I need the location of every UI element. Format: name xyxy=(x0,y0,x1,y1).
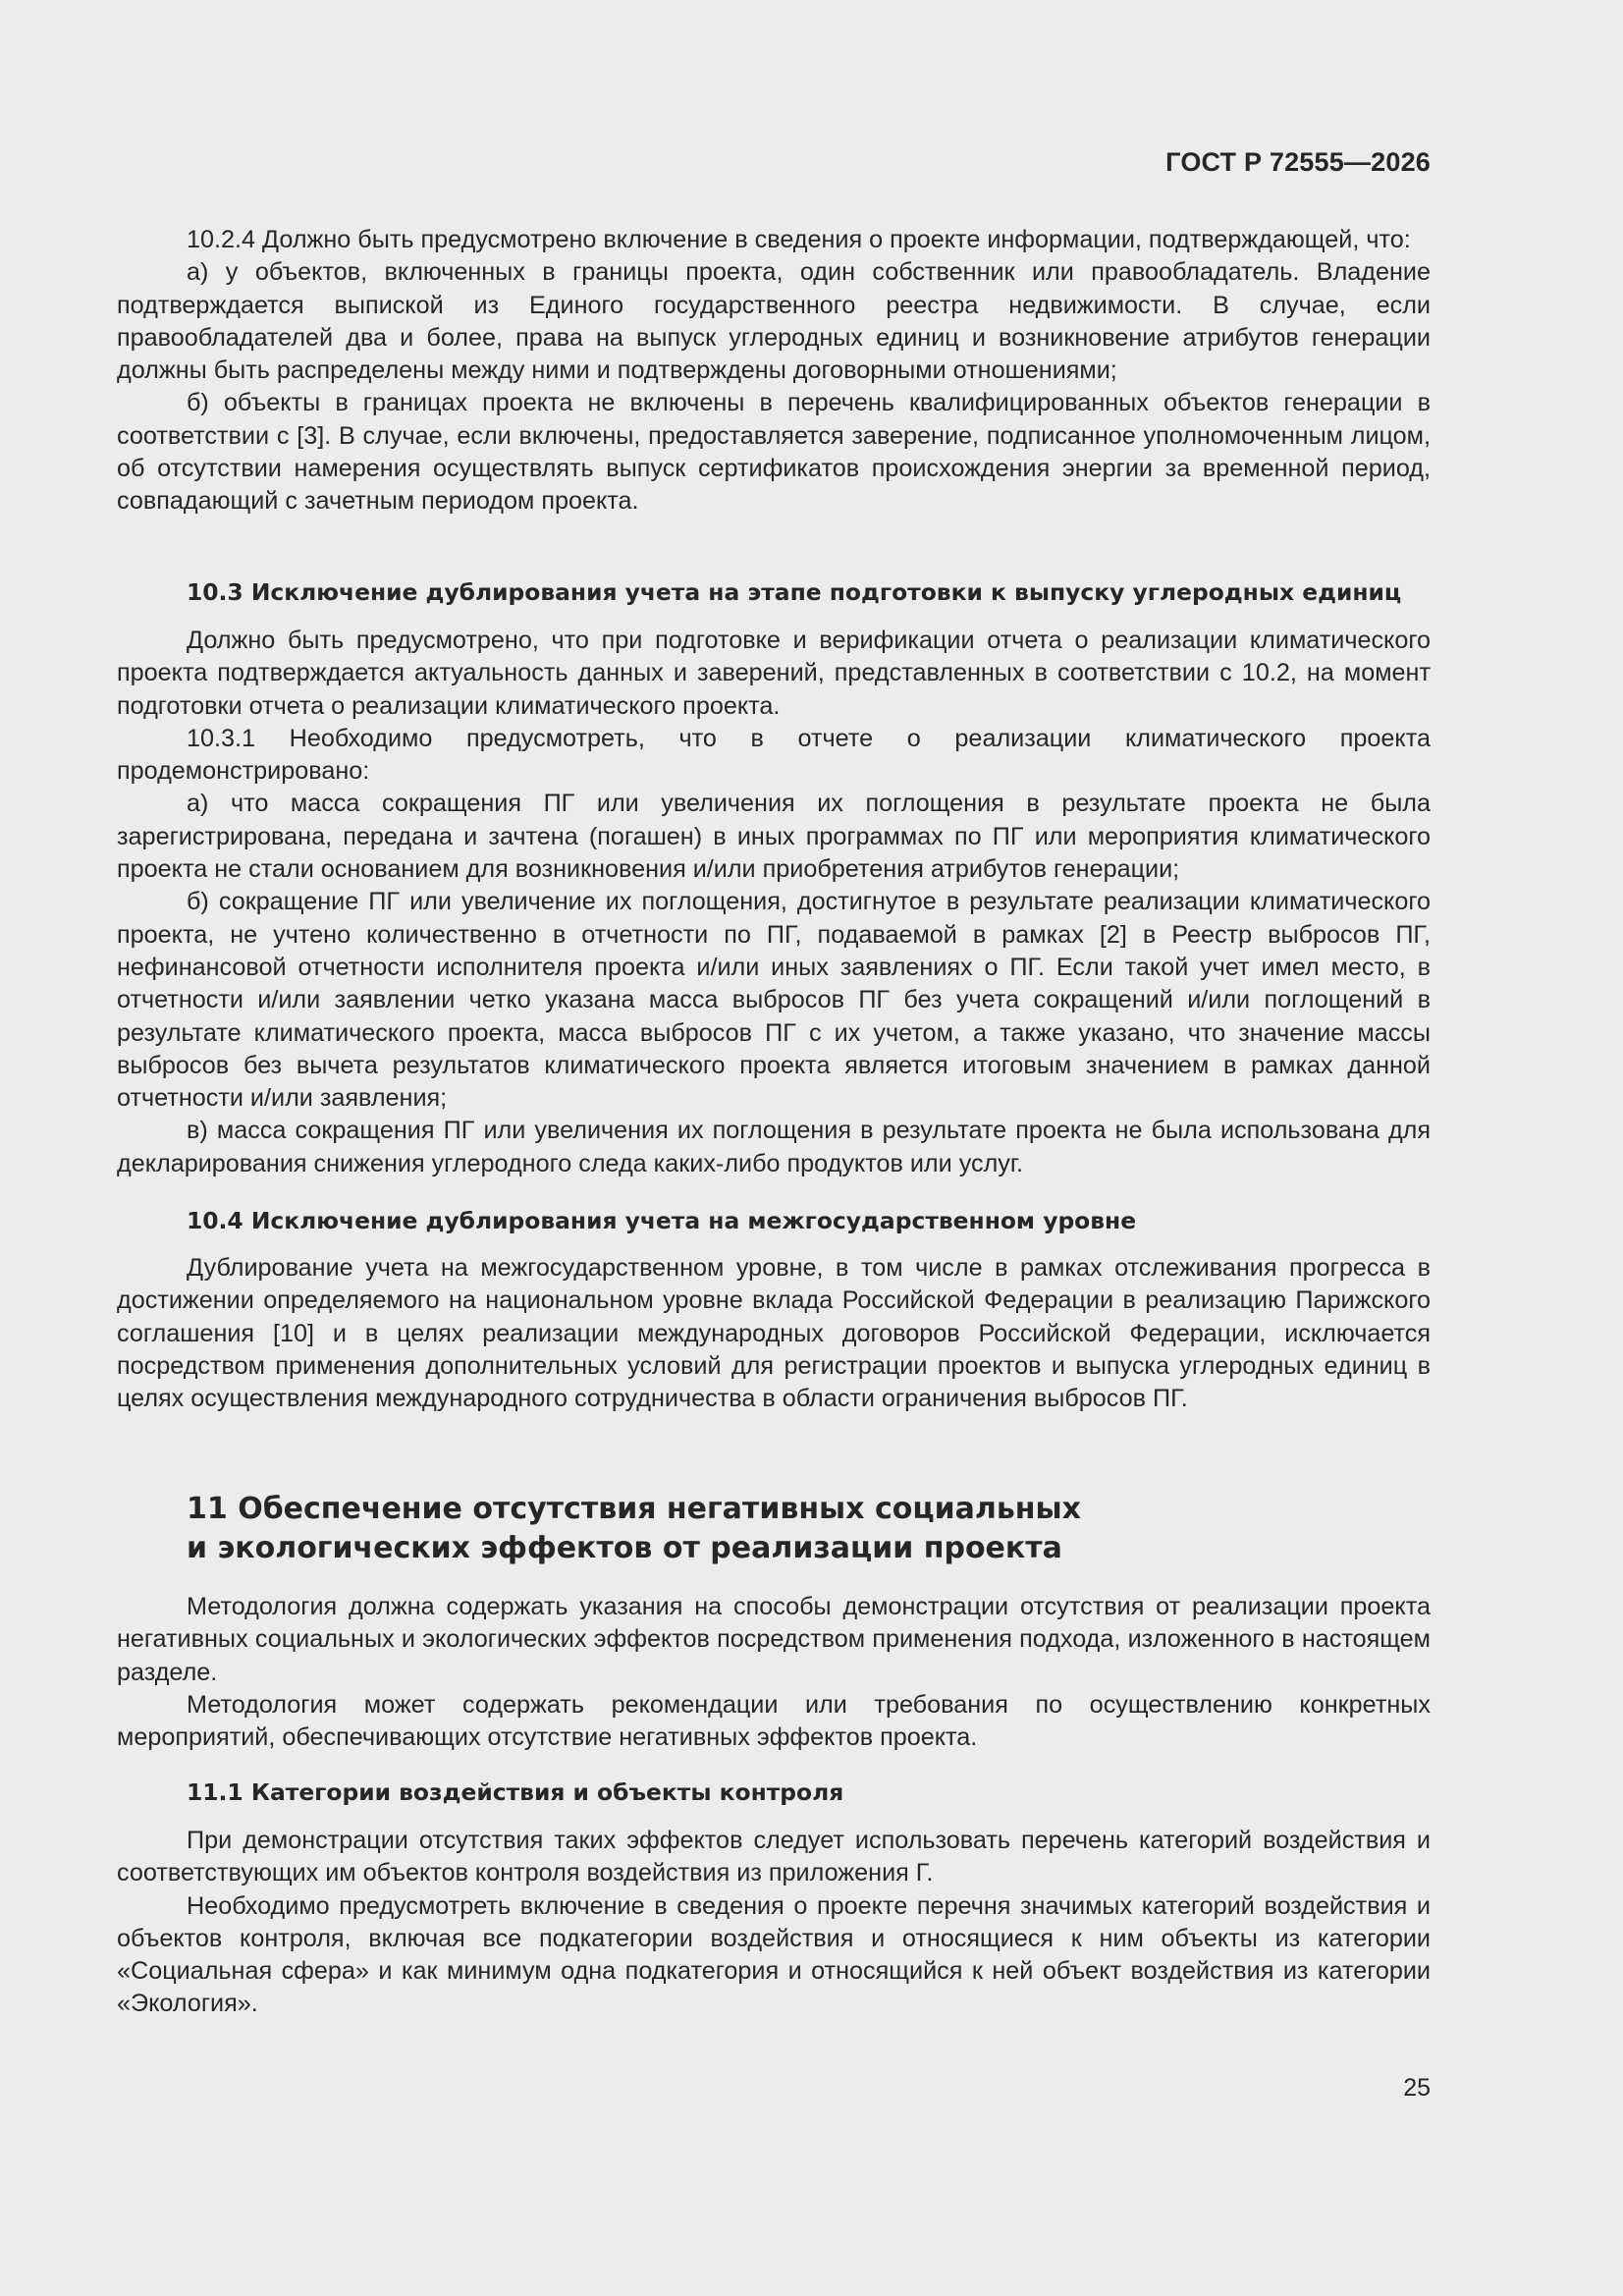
section-11-1-body xyxy=(117,1825,1431,2021)
paragraph-11-1-1: При демонстрации отсутствия таких эффектов следует использовать перечень категорий воздействия и соответствующих им объектов контроля воздействия из приложения Г. xyxy=(117,1827,1431,1887)
paragraph-10-4-1: Дублирование учета на межгосударственном уровне, в том числе в рамках отслеживания прогресса в достижении определяемого на национальном уровне вклада Российской Федерации в реализацию Парижского соглашения [10] и в целях реализации международных договоров Российской Федерации, исключается посредством применения дополнительных условий для регистрации проектов и выпуска углеродных единиц в целях осуществления международного сотрудничества в области ограничения выбросов ПГ. xyxy=(117,1254,1431,1413)
heading-10-3: 10.3 Исключение дублирования учета на этапе подготовки к выпуску углеродных единиц xyxy=(187,578,1402,606)
paragraph-10-3-2: 10.3.1 Необходимо предусмотреть, что в отчете о реализации климатического проекта продемонстрировано: xyxy=(117,724,1431,786)
heading-10-4: 10.4 Исключение дублирования учета на межгосударственном уровне xyxy=(187,1207,1137,1234)
list-item-10-2-4-b: б) объекты в границах проекта не включены в перечень квалифицированных объектов генерации в соответствии с [3]. В случае, если включены, предоставляется заверение, подписанное уполномоченным лицом, об отсутствии намерения осуществлять выпуск сертификатов происхождения энергии за временной период, совпадающий с зачетным периодом проекта. xyxy=(117,389,1431,516)
section-10-3 xyxy=(117,576,1431,609)
list-item-10-2-4-a: а) у объектов, включенных в границы проекта, один собственник или правообладатель. Владение подтверждается выпиской из Единого государственного реестра недвижимости. В случае, если правообладателей два и более, права на выпуск углеродных единиц и возникновение атрибутов генерации должны быть распределены между ними и подтверждены договорными отношениями; xyxy=(117,258,1431,385)
section-10-2-4 xyxy=(117,224,1431,519)
paragraph-11-1-2: Необходимо предусмотреть включение в сведения о проекте перечня значимых категорий воздействия и объектов контроля, включая все подкатегории воздействия и относящиеся к ним объекты из категории «Социальная сфера» и как минимум одна подкатегория и относящийся к ней объект воздействия из категории «Экология». xyxy=(117,1891,1431,2018)
paragraph-10-2-4-intro: 10.2.4 Должно быть предусмотрено включение в сведения о проекте информации, подтверждающей, что: xyxy=(187,226,1411,253)
section-11-1 xyxy=(117,1777,1431,1809)
section-10-3-body xyxy=(117,625,1431,1180)
page-number: 25 xyxy=(1403,2074,1431,2102)
list-item-10-3-1-a: а) что масса сокращения ПГ или увеличения их поглощения в результате проекта не была зарегистрирована, передана и зачтена (погашен) в иных программах по ПГ или мероприятия климатического проекта не стали основанием для возникновения и/или приобретения атрибутов генерации; xyxy=(117,790,1431,884)
paragraph-11-2: Методология может содержать рекомендации или требования по осуществлению конкретных мероприятий, обеспечивающих отсутствие негативных эффектов проекта. xyxy=(117,1690,1431,1752)
heading-11-1: 11.1 Категории воздействия и объекты контроля xyxy=(187,1778,844,1806)
section-10-4-body xyxy=(117,1252,1431,1415)
list-item-10-3-1-b: б) сокращение ПГ или увеличение их поглощения, достигнутое в результате реализации климатического проекта, не учтено количественно в отчетности по ПГ, подаваемой в рамках [2] в Реестр выбросов ПГ, нефинансовой отчетности исполнителя проекта и/или иных заявлениях о ПГ. Если такой учет имел место, в отчетности и/или заявлении четко указана масса выбросов ПГ без учета сокращений и/или поглощений в результате климатического проекта, масса выбросов ПГ с их учетом, а также указано, что значение массы выбросов без вычета результатов климатического проекта является итоговым значением в рамках данной отчетности и/или заявления; xyxy=(117,888,1431,1113)
section-11 xyxy=(117,1490,1431,1568)
heading-11-line-2: и экологических эффектов от реализации проекта xyxy=(187,1531,1062,1565)
list-item-10-3-1-c: в) масса сокращения ПГ или увеличения их поглощения в результате проекта не была использована для декларирования снижения углеродного следа каких-либо продуктов или услуг. xyxy=(117,1117,1431,1177)
heading-11-line-1: 11 Обеспечение отсутствия негативных социальных xyxy=(187,1492,1082,1526)
document-id-header: ГОСТ Р 72555—2026 xyxy=(1165,147,1431,177)
paragraph-10-3-1: Должно быть предусмотрено, что при подготовке и верификации отчета о реализации климатического проекта подтверждается актуальность данных и заверений, представленных в соответствии с 10.2, на момент подготовки отчета о реализации климатического проекта. xyxy=(117,627,1431,720)
paragraph-11-1: Методология должна содержать указания на способы демонстрации отсутствия от реализации проекта негативных социальных и экологических эффектов посредством применения подхода, изложенного в настоящем разделе. xyxy=(117,1593,1431,1686)
section-11-body xyxy=(117,1591,1431,1754)
section-10-4 xyxy=(117,1205,1431,1237)
